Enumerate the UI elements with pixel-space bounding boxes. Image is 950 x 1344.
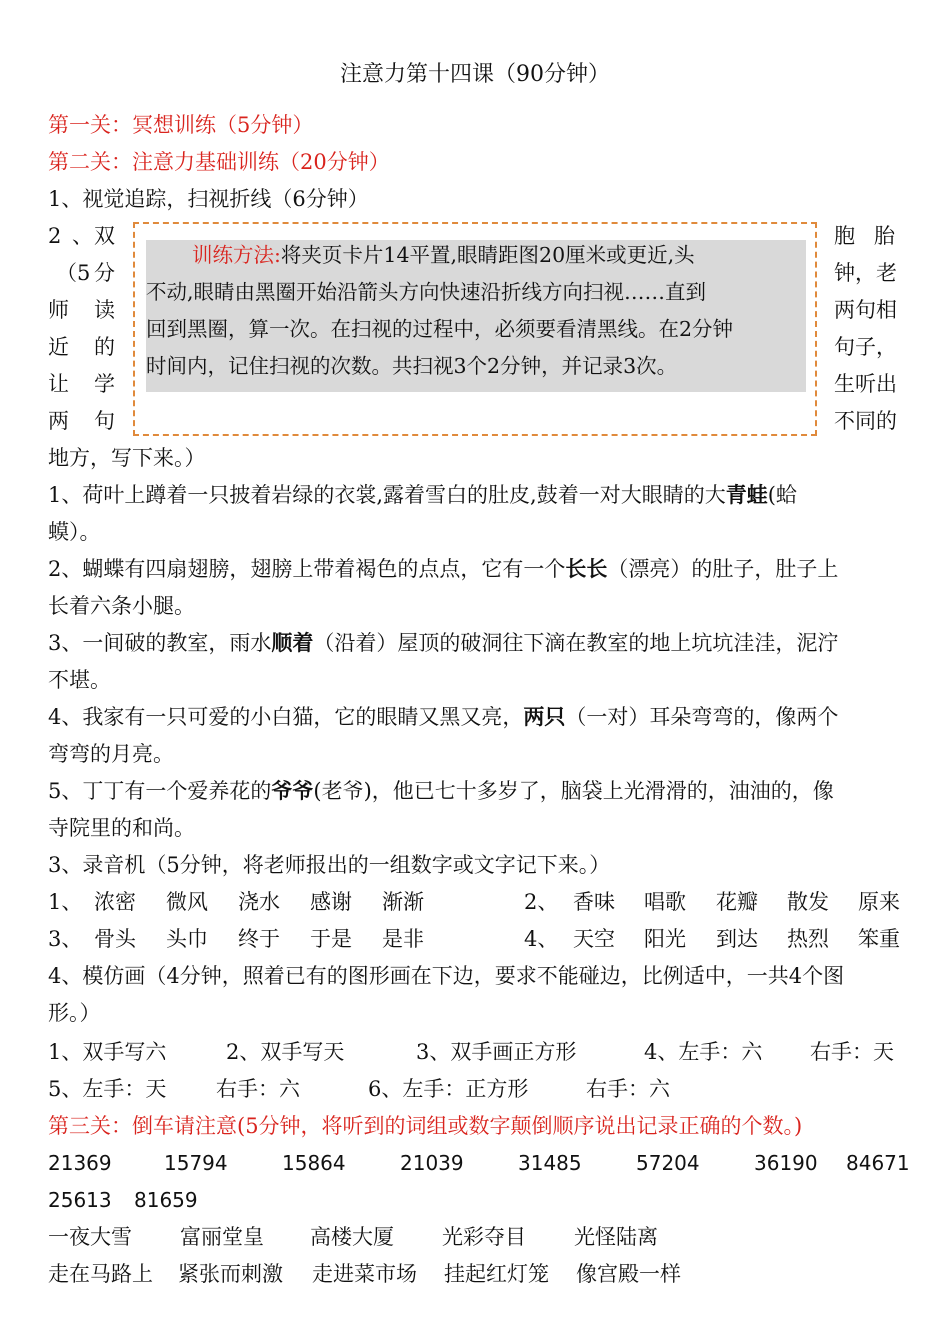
left-col-r1-b: 、 [72, 224, 93, 248]
sentence-2b: 长着六条小腿。 [48, 594, 195, 618]
number-item: 84671 [846, 1151, 910, 1175]
page-title: 注意力第十四课（90分钟） [340, 62, 610, 87]
item-3: 3、录音机（5分钟，将老师报出的一组数字或文字记下来。） [48, 853, 611, 877]
sentence-2a-post: （漂亮）的肚子，肚子上 [607, 557, 839, 581]
phrase-item: 光彩夺目 [442, 1225, 526, 1249]
draw-task: 6、左手：正方形 [368, 1077, 529, 1101]
right-col-r1-a: 胞 [834, 224, 855, 248]
left-col-r6-a: 两 [48, 409, 69, 433]
item-1: 1、视觉追踪，扫视折线（6分钟） [48, 187, 369, 211]
sentence-1a-post: (蛤 [767, 483, 797, 507]
left-col-r2-b: 分 [94, 261, 115, 285]
rec1-word: 感谢 [310, 890, 352, 914]
phrase-item: 走在马路上 [48, 1262, 153, 1286]
rec1-word: 原来 [858, 890, 900, 914]
rec1-word: 浇水 [238, 890, 280, 914]
number-item: 21369 [48, 1151, 112, 1175]
level-1-heading: 第一关：冥想训练（5分钟） [48, 113, 314, 137]
training-method-box [133, 222, 817, 436]
draw-task: 1、双手写六 [48, 1040, 167, 1064]
rec2-word: 头巾 [166, 927, 208, 951]
level-2-heading: 第二关：注意力基础训练（20分钟） [48, 150, 390, 174]
method-line-4: 时间内，记住扫视的次数。共扫视3个2分钟，并记录3次。 [146, 354, 678, 378]
left-col-r5-a: 让 [48, 372, 69, 396]
draw-task: 2、双手写天 [226, 1040, 345, 1064]
left-col-r3-b: 读 [94, 298, 115, 322]
rec1-word: 香味 [573, 890, 615, 914]
phrase-item: 高楼大厦 [310, 1225, 394, 1249]
method-line-2: 不动,眼睛由黑圈开始沿箭头方向快速沿折线方向扫视……直到 [146, 280, 707, 304]
phrase-item: 光怪陆离 [574, 1225, 658, 1249]
item-4b: 形。） [48, 1001, 101, 1025]
sentence-3a-bold: 顺着 [271, 630, 314, 655]
sentence-3a [48, 628, 904, 658]
draw-task: 右手：六 [586, 1077, 670, 1101]
rec2-word: 骨头 [94, 927, 136, 951]
sentence-5a-pre: 5、丁丁有一个爱养花的 [48, 779, 272, 803]
draw-task: 右手：六 [216, 1077, 300, 1101]
draw-task: 4、左手：六 [644, 1040, 763, 1064]
sentence-4b: 弯弯的月亮。 [48, 742, 174, 766]
left-col-r4-b: 的 [94, 335, 115, 359]
rec2-num-a: 3、 [48, 927, 83, 951]
left-col-r6-b: 句 [94, 409, 115, 433]
rec1-word: 唱歌 [644, 890, 686, 914]
level-3-heading: 第三关：倒车请注意(5分钟，将听到的词组或数字颠倒顺序说出记录正确的个数。) [48, 1114, 803, 1138]
phrase-item: 走进菜市场 [312, 1262, 417, 1286]
sentence-5b: 寺院里的和尚。 [48, 816, 195, 840]
left-col-r3-a: 师 [48, 298, 69, 322]
left-col-r1-c: 双 [94, 224, 115, 248]
left-col-r4-a: 近 [48, 335, 69, 359]
method-line-1-text: 将夹页卡片14平置,眼睛距图20厘米或更近,头 [280, 243, 695, 267]
sentence-4a-post: （一对）耳朵弯弯的，像两个 [565, 705, 839, 729]
left-col-r5-b: 学 [94, 372, 115, 396]
phrase-item: 挂起红灯笼 [444, 1262, 549, 1286]
sentence-4a-bold: 两只 [523, 704, 566, 729]
left-col-r1-a: 2 [48, 224, 62, 248]
number-item: 81659 [134, 1188, 198, 1212]
sentence-4a-pre: 4、我家有一只可爱的小白猫，它的眼睛又黑又亮， [48, 705, 524, 729]
sentence-5a-bold: 爷爷 [271, 778, 314, 803]
item-4a: 4、模仿画（4分钟，照着已有的图形画在下边，要求不能碰边，比例适中，一共4个图 [48, 964, 845, 988]
rec2-word: 笨重 [858, 927, 900, 951]
right-col-r2: 钟，老 [834, 261, 897, 285]
number-item: 21039 [400, 1151, 464, 1175]
draw-task: 3、双手画正方形 [416, 1040, 577, 1064]
rec2-word: 到达 [716, 927, 758, 951]
number-item: 57204 [636, 1151, 700, 1175]
rec1-num-b: 2、 [524, 890, 559, 914]
number-item: 31485 [518, 1151, 582, 1175]
number-item: 15864 [282, 1151, 346, 1175]
draw-task: 右手：天 [810, 1040, 894, 1064]
sentence-2a-bold: 长长 [565, 556, 608, 581]
sentence-3a-post: （沿着）屋顶的破洞往下滴在教室的地上坑坑洼洼，泥泞 [313, 631, 839, 655]
rec2-word: 天空 [573, 927, 615, 951]
sentence-5a-post: (老爷)，他已七十多岁了，脑袋上光滑滑的，油油的，像 [313, 779, 834, 803]
rec1-word: 花瓣 [716, 890, 758, 914]
rec1-word: 微风 [166, 890, 208, 914]
sentence-3b: 不堪。 [48, 668, 111, 692]
number-item: 25613 [48, 1188, 112, 1212]
sentence-4a [48, 702, 904, 732]
sentence-1a-bold: 青蛙 [725, 482, 768, 507]
rec2-word: 终于 [238, 927, 280, 951]
method-label: 训练方法: [192, 243, 281, 267]
rec2-word: 阳光 [644, 927, 686, 951]
sentence-1b: 蟆）。 [48, 520, 101, 544]
method-line-3: 回到黑圈，算一次。在扫视的过程中，必须要看清黑线。在2分钟 [146, 317, 734, 341]
rec1-num-a: 1、 [48, 890, 83, 914]
sentence-5a [48, 776, 904, 806]
rec2-word: 于是 [310, 927, 352, 951]
rec2-word: 热烈 [787, 927, 829, 951]
right-col-r3: 两句相 [834, 298, 897, 322]
sentence-1a [48, 480, 904, 510]
sentence-3a-pre: 3、一间破的教室，雨水 [48, 631, 272, 655]
draw-task: 5、左手：天 [48, 1077, 167, 1101]
phrase-item: 一夜大雪 [48, 1225, 132, 1249]
right-col-r6: 不同的 [834, 409, 897, 433]
sentence-1a-pre: 1、荷叶上蹲着一只披着岩绿的衣裳,露着雪白的肚皮,鼓着一对大眼睛的大 [48, 483, 726, 507]
sentence-2a [48, 554, 904, 584]
right-col-r4: 句子， [834, 335, 897, 359]
sentence-2a-pre: 2、蝴蝶有四扇翅膀，翅膀上带着褐色的点点，它有一个 [48, 557, 566, 581]
phrase-item: 紧张而刺激 [178, 1262, 283, 1286]
right-col-r1-b: 胎 [874, 224, 895, 248]
rec1-word: 散发 [787, 890, 829, 914]
number-item: 36190 [754, 1151, 818, 1175]
method-line-1 [146, 240, 806, 270]
number-item: 15794 [164, 1151, 228, 1175]
training-method-panel [146, 240, 806, 392]
phrase-item: 富丽堂皇 [180, 1225, 264, 1249]
rec1-word: 浓密 [94, 890, 136, 914]
right-col-r5: 生听出 [834, 372, 897, 396]
rec2-num-b: 4、 [524, 927, 559, 951]
rec2-word: 是非 [382, 927, 424, 951]
rec1-word: 渐渐 [382, 890, 424, 914]
phrase-item: 像宫殿一样 [576, 1262, 681, 1286]
item-2-tail: 地方，写下来。） [48, 446, 206, 470]
left-col-r2-a: （5 [56, 261, 91, 285]
